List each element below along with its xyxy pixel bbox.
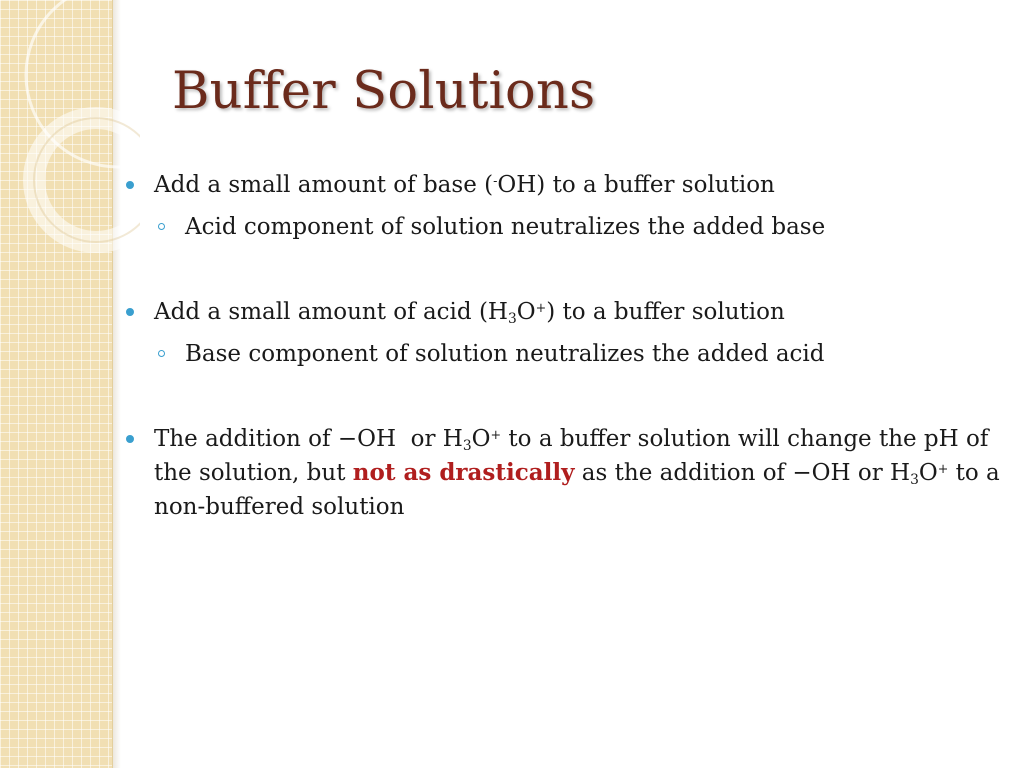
slide-title: Buffer Solutions [172,62,596,121]
bullet-base-addition: Add a small amount of base (-OH) to a buffer solution [120,168,1000,202]
bullet-dot-icon [126,435,134,443]
bullet-dot-icon [126,308,134,316]
bullet-ph-change: The addition of −OH or $H_3O^+$ to a buffer solution will change the pH of the solution, but not as drastically as the addition of −OH or $H_3O^+$ to a non-buffered solution [120,422,1000,524]
sub-bullet-ring-icon [158,223,165,230]
sub-bullet-base-neutralizes: Base component of solution neutralizes the added acid [120,337,1000,371]
sub-bullet-acid-neutralizes: Acid component of solution neutralizes the added base [120,210,1000,244]
bullet-acid-addition: Add a small amount of acid $(H_3O^+)$ to a buffer solution [120,295,1000,329]
slide-body [120,168,1000,524]
sub-bullet-ring-icon [158,350,165,357]
emphasis-text: not as drastically [352,459,575,486]
bullet-dot-icon [126,181,134,189]
decorative-rings [0,0,140,260]
